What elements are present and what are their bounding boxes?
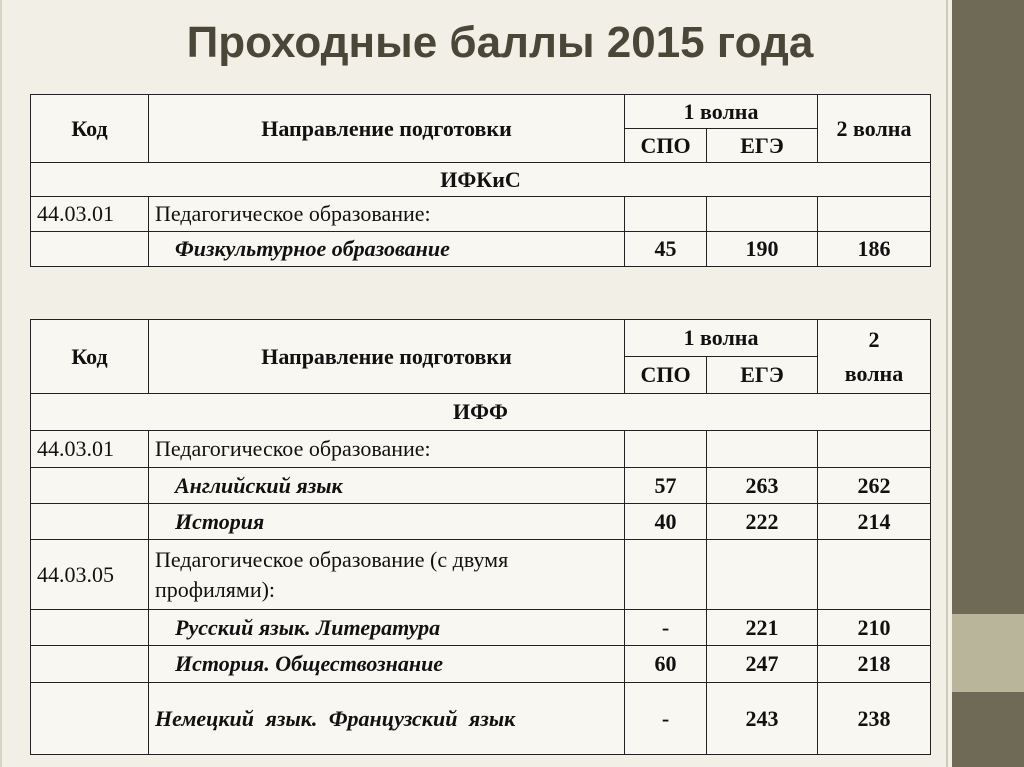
row-ege: 247 bbox=[707, 646, 818, 683]
row-program: Физкультурное образование bbox=[149, 232, 625, 267]
row-code bbox=[31, 646, 149, 683]
row-spo: 40 bbox=[625, 504, 707, 540]
row-ege: 222 bbox=[707, 504, 818, 540]
scores-table-iff bbox=[30, 319, 931, 755]
table-row bbox=[31, 197, 931, 232]
header-direction: Направление подготовки bbox=[149, 320, 625, 394]
header-row bbox=[31, 95, 931, 129]
row-direction: Педагогическое образование (с двумя профилями): bbox=[149, 540, 625, 610]
row-wave2: 186 bbox=[818, 232, 931, 267]
row-spo: - bbox=[625, 683, 707, 755]
row-wave2 bbox=[818, 431, 931, 468]
row-code bbox=[31, 610, 149, 646]
row-spo: - bbox=[625, 610, 707, 646]
row-program: История. Обществознание bbox=[149, 646, 625, 683]
row-spo bbox=[625, 431, 707, 468]
row-ege: 190 bbox=[707, 232, 818, 267]
row-ege: 221 bbox=[707, 610, 818, 646]
header-code: Код bbox=[31, 320, 149, 394]
row-program: Немецкий язык. Французский язык bbox=[149, 683, 625, 755]
table-row bbox=[31, 468, 931, 504]
section-title: ИФКиС bbox=[31, 163, 931, 197]
row-wave2 bbox=[818, 197, 931, 232]
row-wave2: 262 bbox=[818, 468, 931, 504]
row-spo bbox=[625, 197, 707, 232]
row-program: Английский язык bbox=[149, 468, 625, 504]
row-code: 44.03.05 bbox=[31, 540, 149, 610]
row-ege bbox=[707, 197, 818, 232]
right-decor-bar bbox=[952, 0, 1024, 767]
header-direction: Направление подготовки bbox=[149, 95, 625, 163]
header-spo: СПО bbox=[625, 357, 707, 394]
row-wave2: 210 bbox=[818, 610, 931, 646]
row-code bbox=[31, 683, 149, 755]
row-ege: 243 bbox=[707, 683, 818, 755]
header-code: Код bbox=[31, 95, 149, 163]
row-wave2: 214 bbox=[818, 504, 931, 540]
row-spo: 45 bbox=[625, 232, 707, 267]
row-code bbox=[31, 232, 149, 267]
slide-divider bbox=[946, 0, 948, 767]
header-wave2-line2: волна bbox=[844, 360, 904, 386]
row-code: 44.03.01 bbox=[31, 197, 149, 232]
table-row bbox=[31, 540, 931, 610]
row-code: 44.03.01 bbox=[31, 431, 149, 468]
right-decor-accent bbox=[952, 614, 1024, 692]
row-code bbox=[31, 504, 149, 540]
row-wave2 bbox=[818, 540, 931, 610]
table-row bbox=[31, 232, 931, 267]
header-wave2: 2 волна bbox=[818, 95, 931, 163]
header-spo: СПО bbox=[625, 129, 707, 163]
header-wave1: 1 волна bbox=[625, 95, 818, 129]
table-row bbox=[31, 646, 931, 683]
row-wave2: 238 bbox=[818, 683, 931, 755]
row-spo: 60 bbox=[625, 646, 707, 683]
scores-table-ifkis bbox=[30, 94, 931, 267]
section-row bbox=[31, 394, 931, 431]
header-wave1: 1 волна bbox=[625, 320, 818, 357]
table-row bbox=[31, 504, 931, 540]
table-row bbox=[31, 610, 931, 646]
row-direction: Педагогическое образование: bbox=[149, 197, 625, 232]
section-title: ИФФ bbox=[31, 394, 931, 431]
row-ege: 263 bbox=[707, 468, 818, 504]
section-row bbox=[31, 163, 931, 197]
table-row bbox=[31, 431, 931, 468]
slide-title: Проходные баллы 2015 года bbox=[186, 18, 814, 67]
row-ege bbox=[707, 431, 818, 468]
header-wave2 bbox=[818, 320, 931, 394]
header-wave2-line1: 2 bbox=[868, 326, 880, 352]
row-direction: Педагогическое образование: bbox=[149, 431, 625, 468]
row-program: История bbox=[149, 504, 625, 540]
row-wave2: 218 bbox=[818, 646, 931, 683]
table-row bbox=[31, 683, 931, 755]
row-code bbox=[31, 468, 149, 504]
row-ege bbox=[707, 540, 818, 610]
header-ege: ЕГЭ bbox=[707, 129, 818, 163]
row-spo: 57 bbox=[625, 468, 707, 504]
left-edge bbox=[0, 0, 2, 767]
header-row bbox=[31, 320, 931, 357]
row-spo bbox=[625, 540, 707, 610]
row-program: Русский язык. Литература bbox=[149, 610, 625, 646]
header-ege: ЕГЭ bbox=[707, 357, 818, 394]
